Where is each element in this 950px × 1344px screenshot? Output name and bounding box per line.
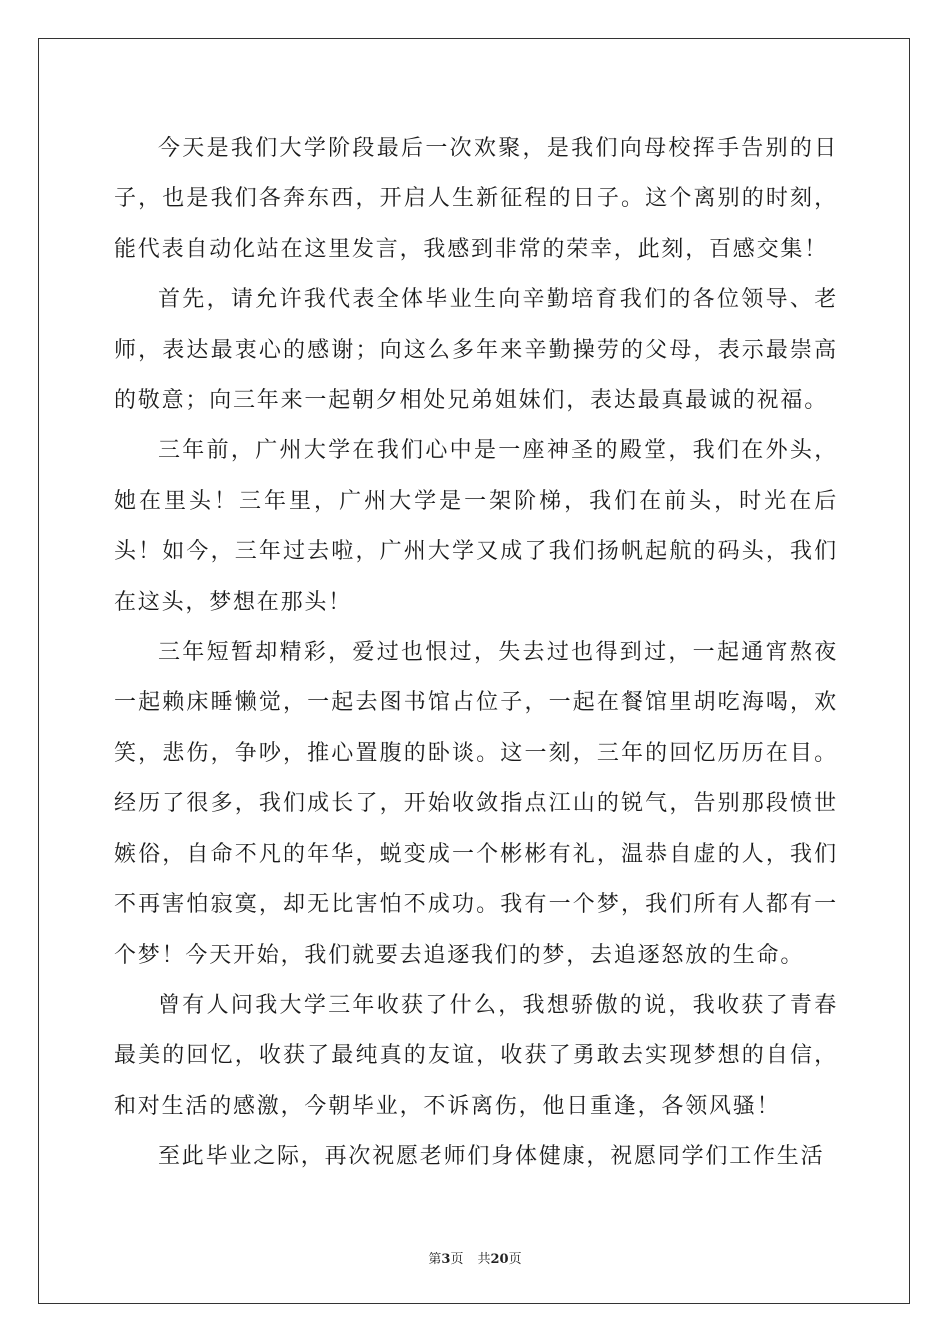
page-current: 3 <box>441 1252 451 1267</box>
total-prefix: 共 <box>477 1252 491 1267</box>
paragraph: 至此毕业之际，再次祝愿老师们身体健康，祝愿同学们工作生活 <box>158 1144 825 1170</box>
page-footer <box>0 1248 950 1267</box>
paragraph: 三年短暂却精彩，爱过也恨过，失去过也得到过，一起通宵熬夜一起赖床睡懒觉，一起去图书馆占位子，一起在餐馆里胡吃海喝，欢笑，悲伤，争吵，推心置腹的卧谈。这一刻，三年的回忆历历在目。经历了很多，我们成长了，开始收敛指点江山的锐气，告别那段愤世嫉俗，自命不凡的年华，蜕变成一个彬彬有礼，温恭自虚的人，我们不再害怕寂寞，却无比害怕不成功。我有一个梦，我们所有人都有一个梦！今天开始，我们就要去追逐我们的梦，去追逐怒放的生命。 <box>114 640 838 968</box>
paragraph: 三年前，广州大学在我们心中是一座神圣的殿堂，我们在外头，她在里头！三年里，广州大学是一架阶梯，我们在前头，时光在后头！如今，三年过去啦，广州大学又成了我们扬帆起航的码头，我们在这头，梦想在那头！ <box>114 438 838 615</box>
document-body <box>114 124 838 1183</box>
total-suffix: 页 <box>508 1252 522 1267</box>
paragraph: 今天是我们大学阶段最后一次欢聚，是我们向母校挥手告别的日子，也是我们各奔东西，开启人生新征程的日子。这个离别的时刻，能代表自动化站在这里发言，我感到非常的荣幸，此刻，百感交集！ <box>114 136 838 262</box>
page-suffix: 页 <box>450 1252 464 1267</box>
page-prefix: 第 <box>428 1252 442 1267</box>
paragraph: 首先，请允许我代表全体毕业生向辛勤培育我们的各位领导、老师，表达最衷心的感谢；向这么多年来辛勤操劳的父母，表示最崇高的敬意；向三年来一起朝夕相处兄弟姐妹们，表达最真最诚的祝福。 <box>114 287 838 414</box>
page-total: 20 <box>490 1252 509 1267</box>
paragraph: 曾有人问我大学三年收获了什么，我想骄傲的说，我收获了青春最美的回忆，收获了最纯真的友谊，收获了勇敢去实现梦想的自信，和对生活的感激，今朝毕业，不诉离伤，他日重逢，各领风骚！ <box>114 992 838 1119</box>
